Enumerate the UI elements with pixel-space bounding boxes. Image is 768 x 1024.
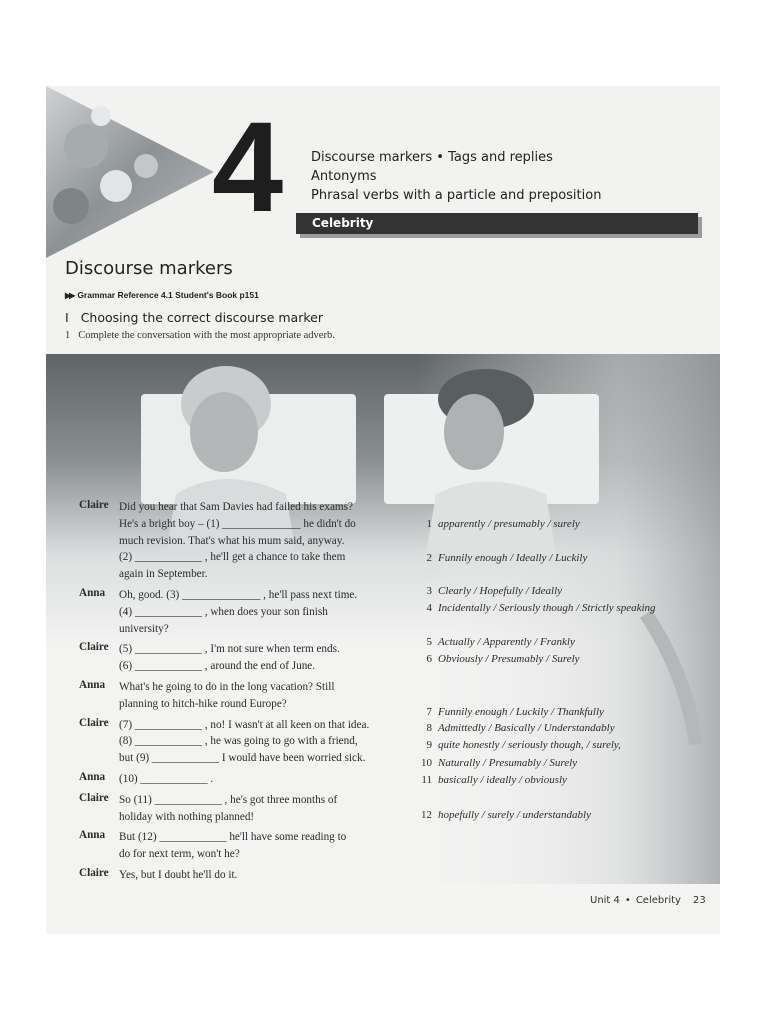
dialogue-line: (2) ____________ , he'll get a chance to take them — [119, 551, 346, 564]
dialogue-lines — [119, 641, 409, 675]
exercise-heading — [65, 310, 335, 325]
option-number: 2 — [426, 552, 432, 564]
speaker-name: Anna — [79, 829, 106, 842]
dialogue-turn — [79, 867, 409, 884]
option-text: hopefully / surely / understandably — [438, 809, 591, 821]
option-number: 8 — [426, 722, 432, 734]
answer-option — [418, 774, 567, 786]
footer-separator: • — [624, 895, 631, 906]
double-arrow-icon: ▶▶ — [65, 290, 74, 300]
answer-option — [418, 653, 580, 665]
dialogue-lines — [119, 717, 409, 767]
dialogue-line: (8) ____________ , he was going to go with a friend, — [119, 735, 358, 748]
dialogue-line: Did you hear that Sam Davies had failed his exams? — [119, 501, 353, 513]
dialogue-lines — [119, 771, 409, 788]
option-text: Admittedly / Basically / Understandably — [438, 722, 615, 734]
unit-number: 4 — [212, 96, 278, 239]
dialogue-turn — [79, 771, 409, 788]
option-text: Naturally / Presumably / Surely — [438, 757, 578, 769]
topic-line: Phrasal verbs with a particle and preposition — [311, 188, 602, 203]
option-number: 3 — [426, 585, 432, 597]
dialogue-line: (5) ____________ , I'm not sure when term ends. — [119, 643, 340, 656]
option-number: 7 — [426, 706, 432, 718]
option-number: 5 — [426, 636, 432, 648]
option-text: basically / ideally / obviously — [438, 774, 567, 786]
dialogue-turn — [79, 679, 409, 713]
dialogue-line: (4) ____________ , when does your son finish — [119, 605, 328, 618]
topic-line: Discourse markers • Tags and replies — [311, 150, 553, 165]
option-number: 10 — [421, 757, 432, 769]
dialogue-turn — [79, 641, 409, 675]
speaker-name: Claire — [79, 791, 109, 804]
option-text: Incidentally / Seriously though / Strictly speaking — [438, 602, 656, 614]
answer-option — [418, 518, 580, 530]
speaker-name: Claire — [79, 499, 109, 511]
page-footer — [590, 895, 706, 906]
dialogue-lines — [119, 829, 409, 863]
option-text: apparently / presumably / surely — [438, 518, 580, 530]
option-number: 6 — [426, 653, 432, 665]
unit-topics — [311, 148, 601, 205]
dialogue-lines — [119, 792, 409, 826]
topic-line: Antonyms — [311, 169, 377, 184]
dialogue-line: But (12) ____________ he'll have some reading to — [119, 831, 347, 844]
dialogue-line: do for next term, won't he? — [119, 848, 240, 861]
dialogue — [79, 499, 409, 884]
exercise-number: I — [65, 310, 69, 325]
answer-option — [418, 809, 591, 821]
speaker-name: Anna — [79, 586, 106, 599]
dialogue-lines — [119, 679, 409, 713]
dialogue-lines — [119, 867, 409, 884]
speaker-name: Claire — [79, 716, 109, 729]
dialogue-line: (10) ____________ . — [119, 772, 214, 785]
grammar-reference — [65, 290, 259, 300]
speaker-name: Claire — [79, 866, 109, 879]
dialogue-turn — [79, 792, 409, 826]
dialogue-line: He's a bright boy – (1) ______________ he didn't do — [119, 517, 356, 530]
dialogue-line: much revision. That's what his mum said, anyway. — [119, 534, 345, 547]
option-text: Funnily enough / Luckily / Thankfully — [438, 706, 604, 718]
dialogue-turn — [79, 829, 409, 863]
dialogue-line: but (9) ____________ I would have been worried sick. — [119, 752, 366, 765]
page-number: 23 — [692, 895, 706, 906]
instruction-text: Complete the conversation with the most appropriate adverb. — [78, 330, 335, 341]
footer-title: Celebrity — [635, 895, 681, 906]
dialogue-line: holiday with nothing planned! — [119, 810, 255, 823]
dialogue-line: Yes, but I doubt he'll do it. — [119, 868, 238, 881]
option-text: Actually / Apparently / Frankly — [438, 636, 575, 648]
answer-option — [418, 706, 604, 718]
answer-option — [418, 552, 587, 564]
answer-option — [418, 739, 621, 751]
exercise-title: Choosing the correct discourse marker — [80, 310, 323, 325]
option-text: Clearly / Hopefully / Ideally — [438, 585, 563, 597]
dialogue-lines — [119, 499, 409, 583]
option-text: Funnily enough / Ideally / Luckily — [438, 552, 588, 564]
dialogue-line: university? — [119, 622, 169, 635]
instruction-number: 1 — [65, 330, 71, 341]
option-number: 11 — [421, 774, 432, 786]
option-number: 12 — [421, 809, 432, 821]
grammar-reference-text: Grammar Reference 4.1 Student's Book p151 — [77, 290, 259, 300]
option-number: 4 — [426, 602, 432, 614]
speaker-name: Anna — [79, 678, 106, 691]
unit-title: Celebrity — [312, 216, 374, 230]
dialogue-line: (7) ____________ , no! I wasn't at all keen on that idea. — [119, 718, 370, 731]
dialogue-line: Oh, good. (3) ______________ , he'll pass next time. — [119, 588, 358, 601]
dialogue-lines — [119, 587, 409, 637]
dialogue-line: So (11) ____________ , he's got three months of — [119, 793, 338, 806]
option-text: quite honestly / seriously though, / surely, — [438, 739, 621, 751]
footer-unit: Unit 4 — [590, 895, 620, 906]
speaker-name: Claire — [79, 641, 109, 654]
option-text: Obviously / Presumably / Surely — [438, 653, 580, 665]
dialogue-turn — [79, 717, 409, 767]
dialogue-line: What's he going to do in the long vacation? Still — [119, 680, 335, 693]
section-title: Discourse markers — [65, 258, 233, 279]
page-bottom-margin — [46, 884, 720, 934]
answer-option — [418, 602, 656, 614]
option-number: 9 — [426, 739, 432, 751]
dialogue-turn — [79, 499, 409, 583]
option-number: 1 — [426, 518, 432, 530]
dialogue-line: again in September. — [119, 568, 208, 581]
dialogue-line: planning to hitch-hike round Europe? — [119, 697, 287, 710]
speaker-name: Anna — [79, 770, 106, 783]
answer-option — [418, 585, 562, 597]
textbook-page — [46, 86, 720, 884]
dialogue-line: (6) ____________ , around the end of June. — [119, 660, 316, 673]
answer-option — [418, 636, 575, 648]
banner-photo-triangle — [46, 86, 221, 261]
exercise-instruction — [65, 330, 335, 341]
answer-option — [418, 722, 615, 734]
dialogue-turn — [79, 587, 409, 637]
answer-option — [418, 757, 577, 769]
